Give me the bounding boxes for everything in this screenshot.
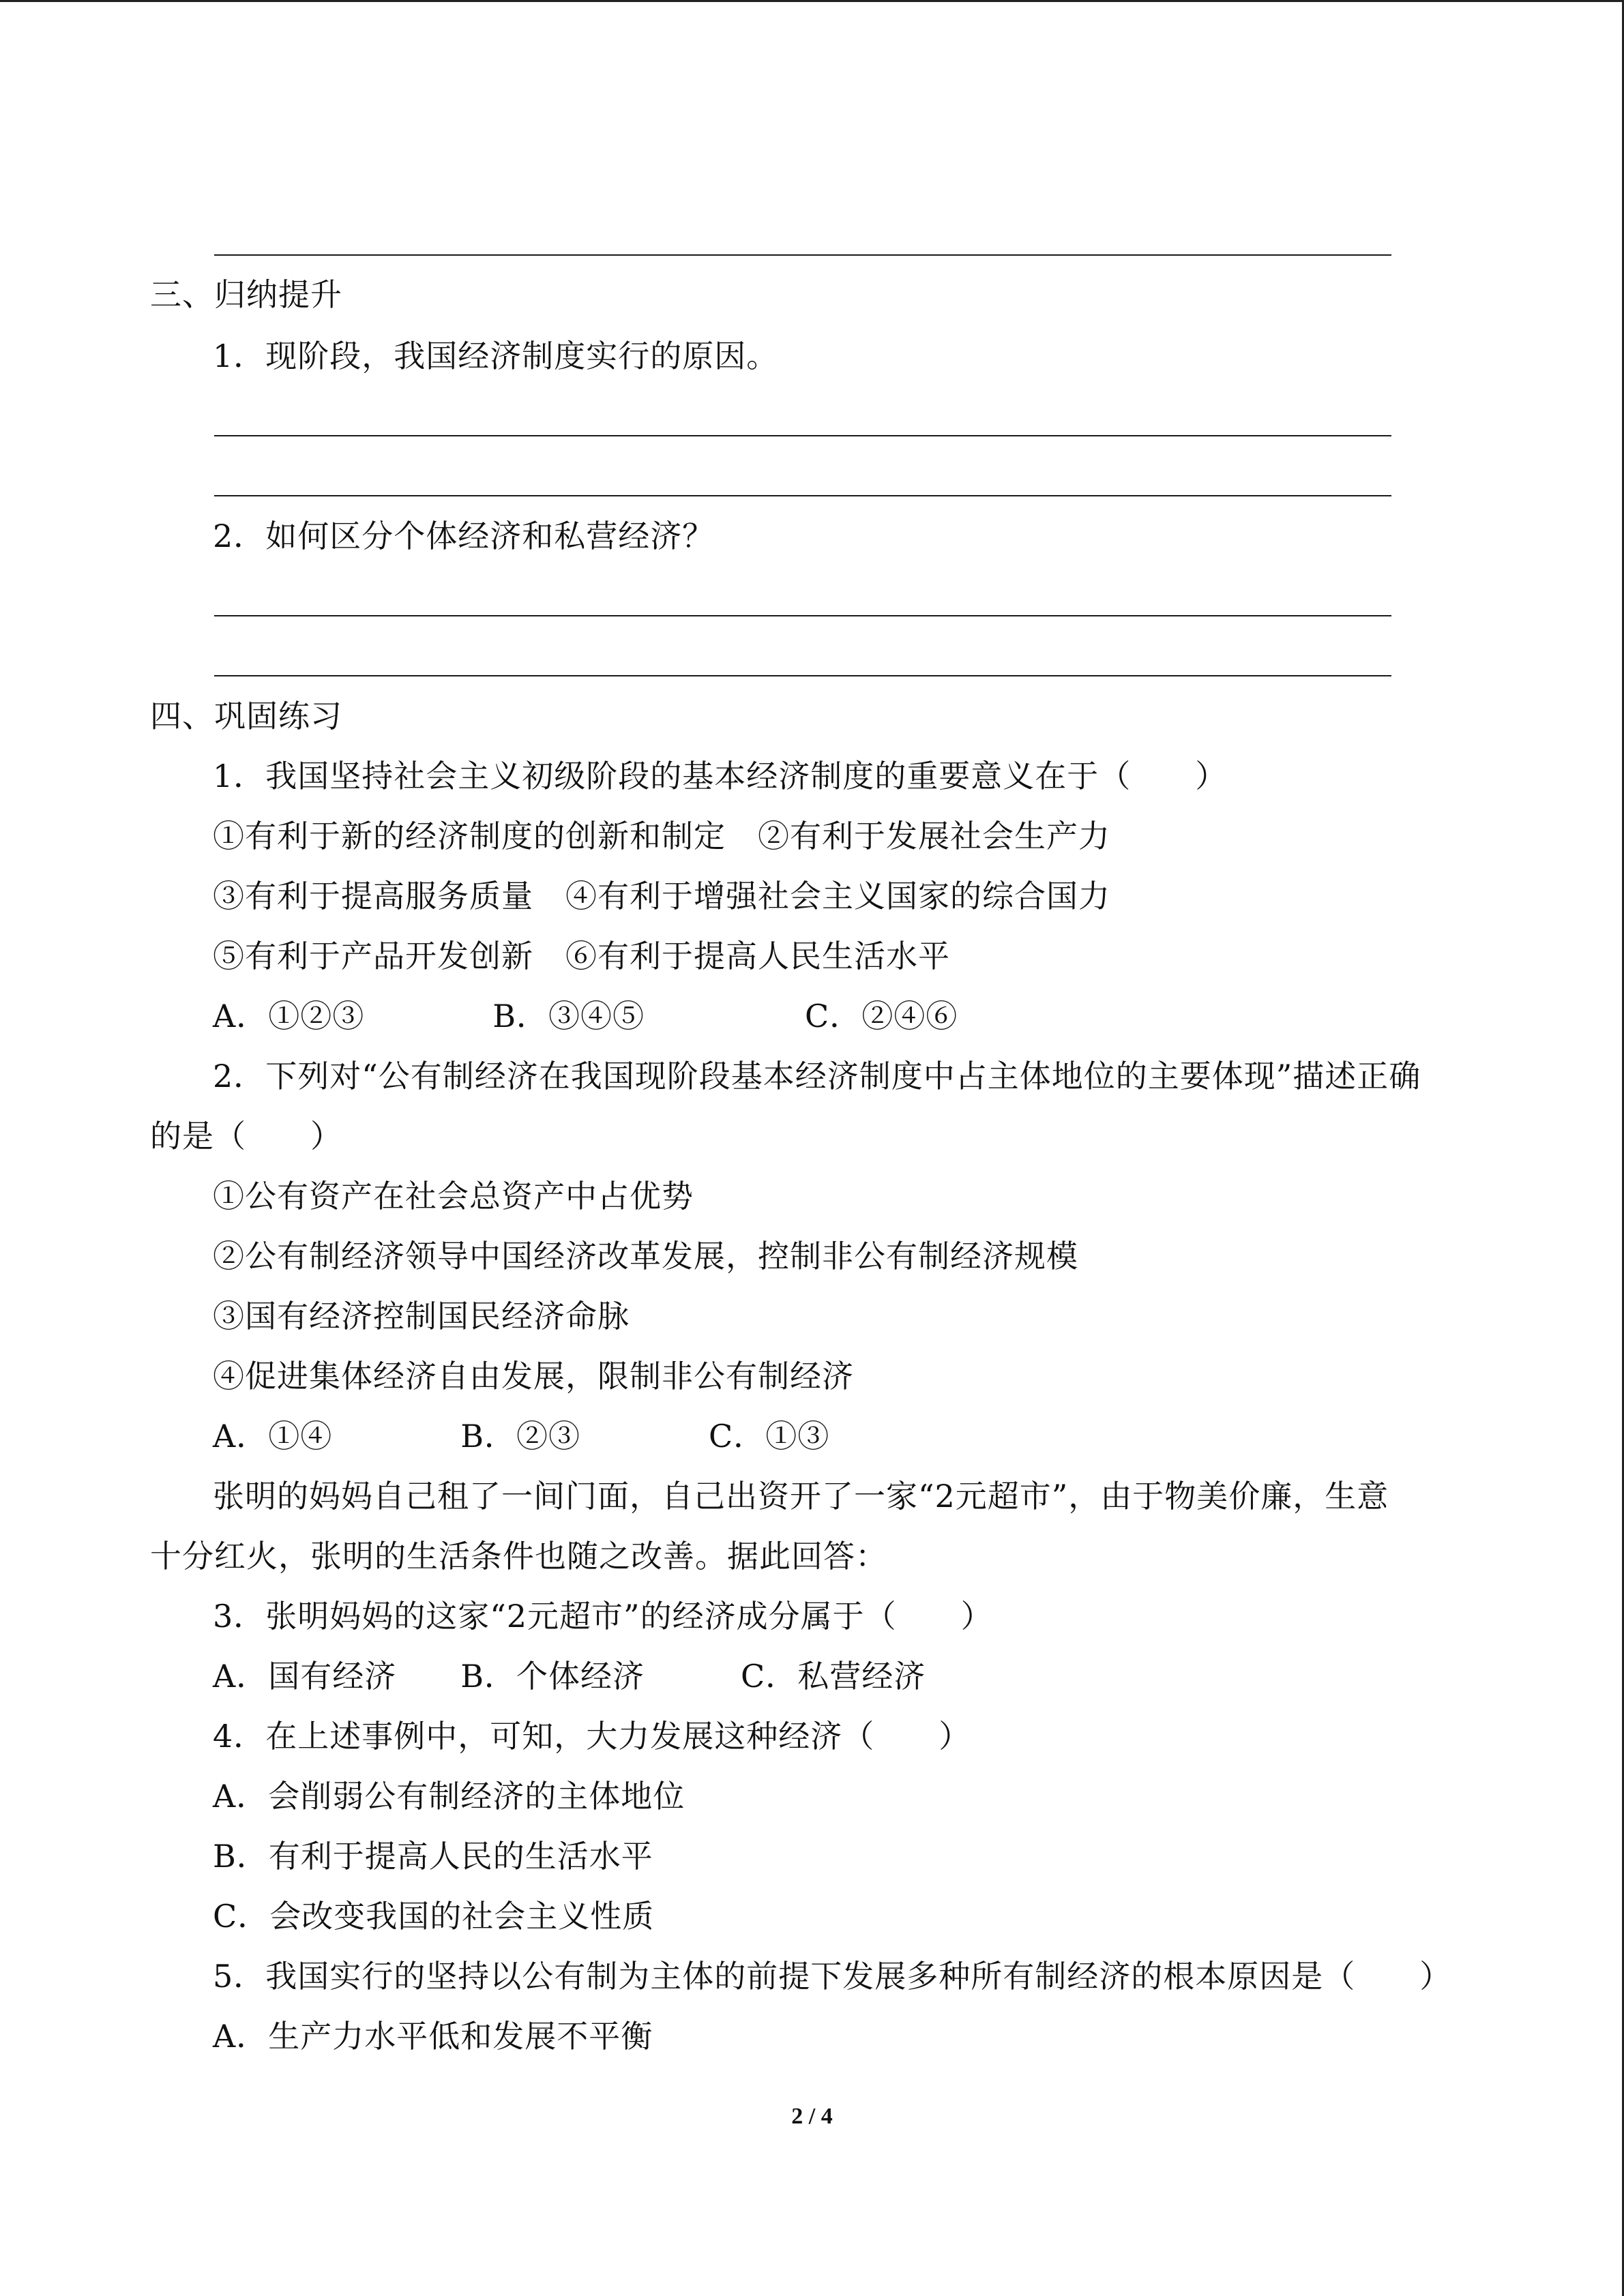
question-stem-continuation: 的是（ ） — [150, 1118, 342, 1154]
statement-line: ①公有资产在社会总资产中占优势 — [213, 1178, 694, 1214]
statement-line: ②公有制经济领导中国经济改革发展，控制非公有制经济规模 — [213, 1238, 1078, 1274]
answer-options: A．国有经济 B．个体经济 C．私营经济 — [213, 1658, 926, 1695]
section-heading: 三、归纳提升 — [150, 276, 342, 313]
question-stem: 5．我国实行的坚持以公有制为主体的前提下发展多种所有制经济的根本原因是（ ） — [213, 1958, 1452, 1995]
answer-line — [214, 615, 1391, 616]
answer-line — [214, 435, 1391, 436]
question-stem: 3．张明妈妈的这家“2元超市”的经济成分属于（ ） — [213, 1598, 993, 1635]
answer-option-a: A．生产力水平低和发展不平衡 — [213, 2018, 653, 2055]
question-stem: 2．下列对“公有制经济在我国现阶段基本经济制度中占主体地位的主要体现”描述正确 — [213, 1058, 1421, 1094]
material-text-continuation: 十分红火，张明的生活条件也随之改善。据此回答： — [150, 1538, 887, 1575]
page-border-top — [0, 0, 1624, 2]
page-number: 2 / 4 — [791, 2104, 833, 2129]
answer-line — [214, 675, 1391, 676]
statement-line: ④促进集体经济自由发展，限制非公有制经济 — [213, 1358, 854, 1395]
statement-line: ③有利于提高服务质量 ④有利于增强社会主义国家的综合国力 — [213, 878, 1110, 914]
material-text: 张明的妈妈自己租了一间门面，自己出资开了一家“2元超市”，由于物美价廉，生意 — [213, 1478, 1389, 1515]
answer-options: A．①④ B．②③ C．①③ — [213, 1418, 830, 1455]
answer-line — [214, 495, 1391, 496]
answer-options: A．①②③ B．③④⑤ C．②④⑥ — [213, 998, 958, 1034]
answer-line — [214, 254, 1391, 256]
question-text: 1．现阶段，我国经济制度实行的原因。 — [213, 338, 779, 374]
question-stem: 1．我国坚持社会主义初级阶段的基本经济制度的重要意义在于（ ） — [213, 758, 1228, 794]
section-heading: 四、巩固练习 — [150, 698, 342, 734]
answer-option-c: C．会改变我国的社会主义性质 — [213, 1898, 655, 1935]
statement-line: ①有利于新的经济制度的创新和制定 ②有利于发展社会生产力 — [213, 818, 1110, 854]
statement-line: ⑤有利于产品开发创新 ⑥有利于提高人民生活水平 — [213, 938, 950, 974]
answer-option-a: A．会削弱公有制经济的主体地位 — [213, 1778, 685, 1815]
question-text: 2．如何区分个体经济和私营经济？ — [213, 518, 715, 554]
answer-option-b: B．有利于提高人民的生活水平 — [213, 1838, 653, 1875]
statement-line: ③国有经济控制国民经济命脉 — [213, 1298, 630, 1335]
question-stem: 4．在上述事例中，可知，大力发展这种经济（ ） — [213, 1718, 971, 1755]
